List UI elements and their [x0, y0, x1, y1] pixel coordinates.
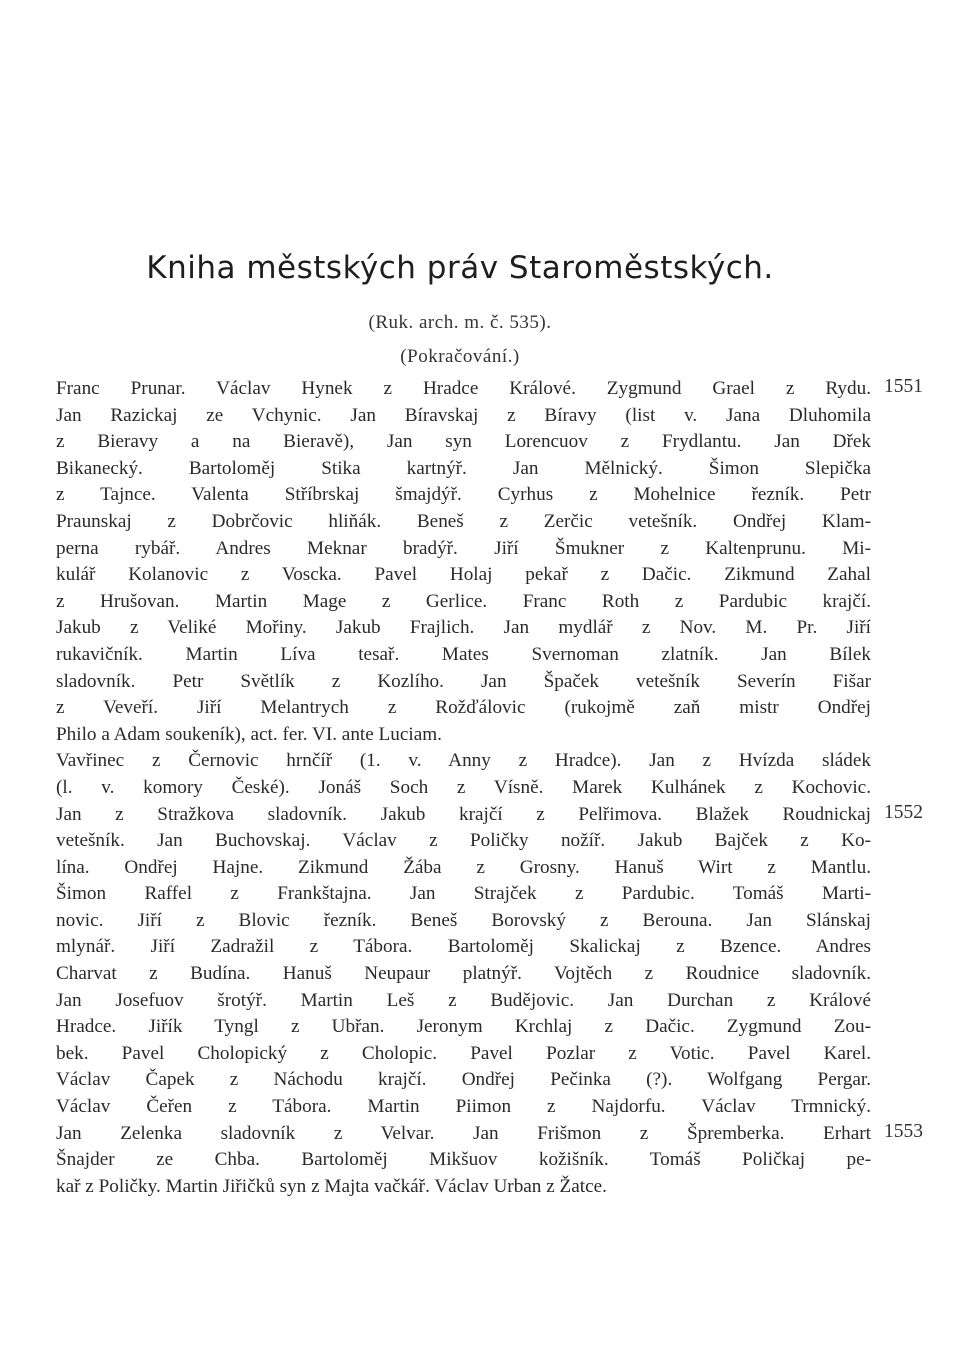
text-line: bek. Pavel Cholopický z Cholopic. Pavel Pozlar z Votic. Pavel Karel.: [56, 1042, 871, 1064]
text-line: Bikanecký. Bartoloměj Stika kartnýř. Jan Mělnický. Šimon Slepička: [56, 457, 871, 479]
margin-year-1552: 1552: [884, 802, 923, 823]
margin-year-1553: 1553: [884, 1121, 923, 1142]
archive-reference: (Ruk. arch. m. č. 535).: [368, 312, 552, 333]
text-line: kulář Kolanovic z Voscka. Pavel Holaj pekař z Dačic. Zikmund Zahal: [56, 564, 871, 586]
text-line: sladovník. Petr Světlík z Kozlího. Jan Špaček vetešník Severín Fišar: [56, 670, 871, 692]
text-line: lína. Ondřej Hajne. Zikmund Žába z Grosny. Hanuš Wirt z Mantlu.: [56, 856, 871, 878]
continuation-note: (Pokračování.): [400, 346, 520, 367]
margin-year-1551: 1551: [884, 376, 923, 397]
text-line: Václav Čapek z Náchodu krajčí. Ondřej Pečinka (?). Wolfgang Pergar.: [56, 1069, 871, 1091]
text-line: Praunskaj z Dobrčovic hliňák. Beneš z Zerčic vetešník. Ondřej Klam-: [56, 510, 871, 532]
text-line: Jan z Stražkova sladovník. Jakub krajčí z Pelřimova. Blažek Roudnickaj: [56, 803, 871, 825]
text-line: Jan Josefuov šrotýř. Martin Leš z Budějovic. Jan Durchan z Králové: [56, 989, 871, 1011]
text-line: Philo a Adam soukeník), act. fer. VI. ante Luciam.: [56, 723, 442, 745]
text-line: z Tajnce. Valenta Stříbrskaj šmajdýř. Cyrhus z Mohelnice řezník. Petr: [56, 484, 871, 506]
text-line: Hradce. Jiřík Tyngl z Ubřan. Jeronym Krchlaj z Dačic. Zygmund Zou-: [56, 1016, 871, 1038]
text-line: (l. v. komory České). Jonáš Soch z Vísně. Marek Kulhánek z Kochovic.: [56, 776, 871, 798]
text-line: rukavičník. Martin Líva tesař. Mates Svernoman zlatník. Jan Bílek: [56, 643, 871, 665]
text-line: Jakub z Veliké Mořiny. Jakub Frajlich. Jan mydlář z Nov. M. Pr. Jiří: [56, 617, 871, 639]
text-line: Šimon Raffel z Frankštajna. Jan Strajček z Pardubic. Tomáš Marti-: [56, 883, 871, 905]
text-line: z Bieravy a na Bieravě), Jan syn Lorencuov z Frydlantu. Jan Dřek: [56, 431, 871, 453]
text-line: Jan Razickaj ze Vchynic. Jan Bíravskaj z Bíravy (list v. Jana Dluhomila: [56, 404, 871, 426]
text-line: perna rybář. Andres Meknar bradýř. Jiří Šmukner z Kaltenprunu. Mi-: [56, 537, 871, 559]
page-title: Kniha městských práv Staroměstských.: [146, 250, 774, 286]
text-line: Charvat z Budína. Hanuš Neupaur platnýř. Vojtěch z Roudnice sladovník.: [56, 963, 871, 985]
text-line: z Veveří. Jiří Melantrych z Rožďálovic (rukojmě zaň mistr Ondřej: [56, 697, 871, 719]
text-line: Jan Zelenka sladovník z Velvar. Jan Frišmon z Špremberka. Erhart: [56, 1122, 871, 1144]
text-line: mlynář. Jiří Zadražil z Tábora. Bartoloměj Skalickaj z Bzence. Andres: [56, 936, 871, 958]
text-line: Franc Prunar. Václav Hynek z Hradce Králové. Zygmund Grael z Rydu.: [56, 378, 871, 399]
register-text: [56, 376, 871, 1200]
text-line: z Hrušovan. Martin Mage z Gerlice. Franc Roth z Pardubic krajčí.: [56, 590, 871, 612]
text-line: novic. Jiří z Blovic řezník. Beneš Borovský z Berouna. Jan Slánskaj: [56, 909, 871, 931]
text-line: Šnajder ze Chba. Bartoloměj Mikšuov kožišník. Tomáš Poličkaj pe-: [56, 1149, 871, 1171]
text-line: Vavřinec z Černovic hrnčíř (1. v. Anny z Hradce). Jan z Hvízda sládek: [56, 750, 871, 772]
text-line: Václav Čeřen z Tábora. Martin Piimon z Najdorfu. Václav Trmnický.: [56, 1096, 871, 1118]
text-line: vetešník. Jan Buchovskaj. Václav z Poličky nožíř. Jakub Bajček z Ko-: [56, 830, 871, 852]
text-line: kař z Poličky. Martin Jiřičků syn z Majta vačkář. Václav Urban z Žatce.: [56, 1175, 607, 1197]
